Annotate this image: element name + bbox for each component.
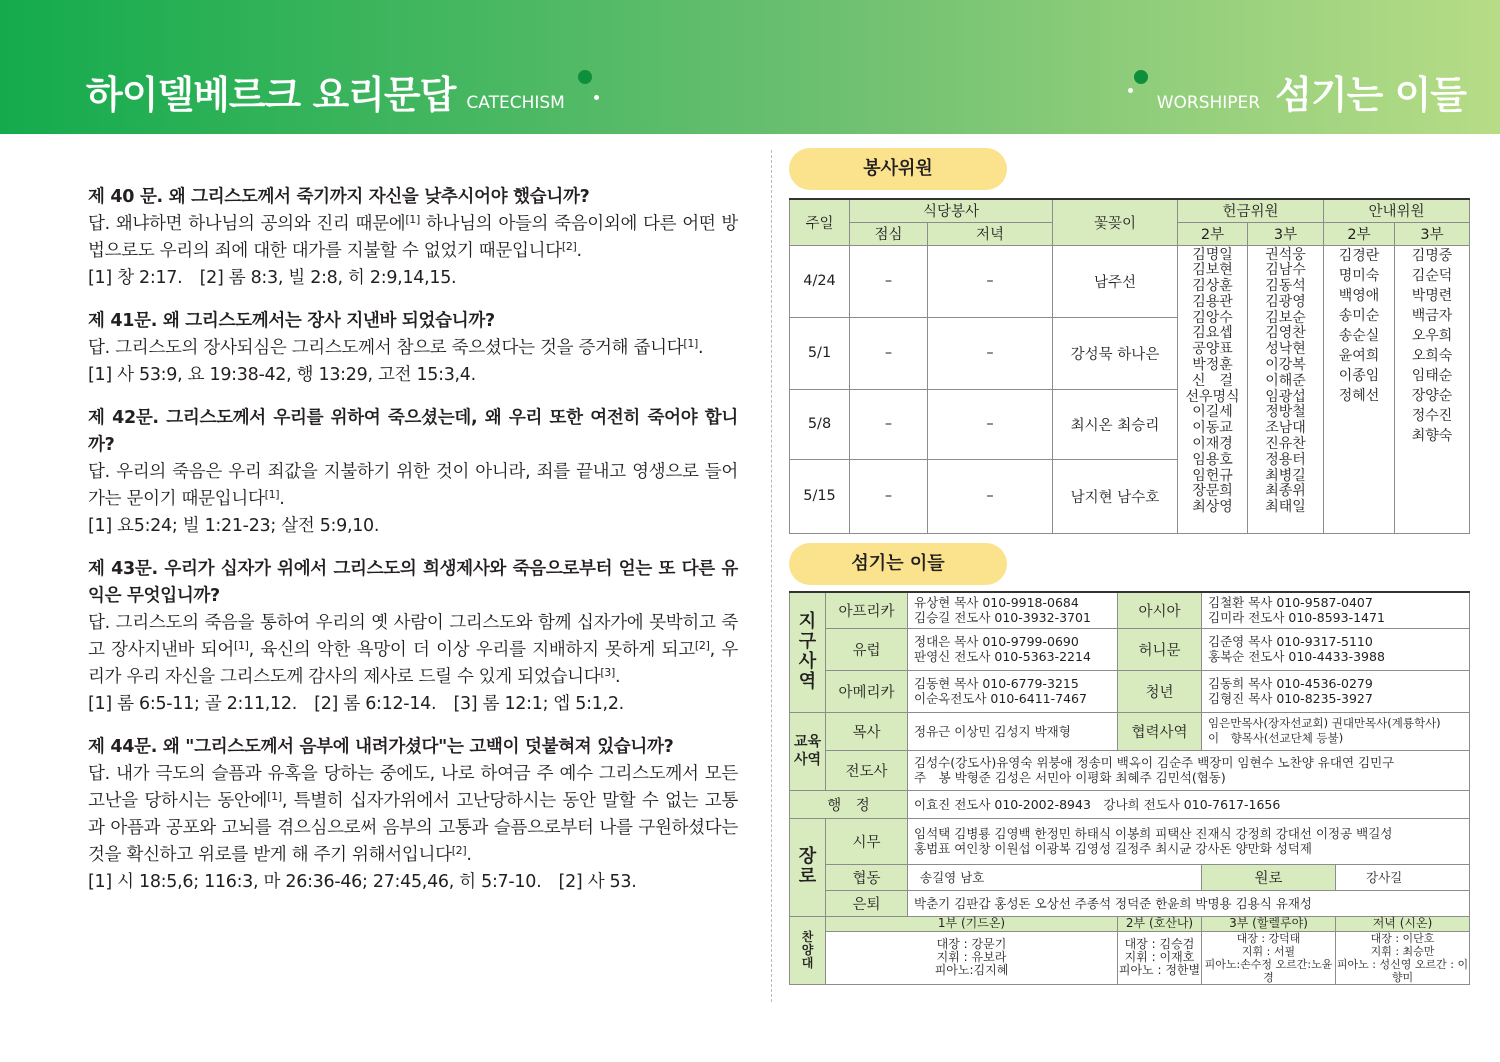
answer-text: 답. 그리스도의 장사되심은 그리스도께서 참으로 죽으셨다는 것을 증거해 줍니다[1]. bbox=[88, 337, 704, 358]
row-lunch: – bbox=[850, 245, 928, 317]
volunteer-name: 이동교 bbox=[1192, 420, 1233, 437]
reference-text: [1] 롬 6:5-11; 골 2:11,12. [2] 롬 6:12-14. [3] 롬 12:1; 엡 5:1,2. bbox=[88, 694, 624, 714]
emeritus-label: 원로 bbox=[1202, 864, 1336, 890]
volunteer-name: 백금자 bbox=[1411, 307, 1453, 324]
row-date: 5/15 bbox=[790, 459, 850, 533]
emeritus-names: 강사길 bbox=[1336, 864, 1470, 890]
question-text: 제 42문. 그리스도께서 우리를 위하여 죽으셨는데, 왜 우리 또한 여전히 죽어야 합니까? bbox=[88, 408, 738, 455]
asia-label: 아시아 bbox=[1118, 592, 1202, 628]
row-flower: 남주선 bbox=[1053, 245, 1178, 317]
offering-2-names bbox=[1178, 245, 1248, 533]
volunteer-name: 임용호 bbox=[1192, 451, 1233, 468]
volunteer-name: 이재경 bbox=[1192, 436, 1233, 453]
row-date: 4/24 bbox=[790, 245, 850, 317]
volunteer-name: 최종위 bbox=[1265, 483, 1306, 500]
row-flower: 최시온 최승리 bbox=[1053, 389, 1178, 459]
volunteer-name: 김순덕 bbox=[1411, 267, 1453, 284]
header-bar bbox=[0, 0, 1500, 134]
col-usher: 안내위원 bbox=[1324, 199, 1470, 222]
volunteer-name: 신 걸 bbox=[1191, 372, 1234, 389]
row-dinner: – bbox=[928, 459, 1053, 533]
col-usher-2: 2부 bbox=[1324, 222, 1395, 245]
volunteer-name: 윤여희 bbox=[1338, 347, 1380, 364]
volunteer-name: 김앙수 bbox=[1192, 309, 1233, 326]
coop-names: 임은만목사(장자선교회) 권대만목사(계룡학사) 이 향목사(선교단체 등불) bbox=[1202, 712, 1470, 750]
usher-3-names bbox=[1395, 245, 1470, 533]
volunteer-name: 김경란 bbox=[1338, 247, 1380, 264]
col-dinner: 저녁 bbox=[928, 222, 1053, 245]
choir-2-name: 2부 (호산나) bbox=[1118, 916, 1202, 931]
volunteer-name: 최태일 bbox=[1265, 499, 1306, 516]
choir-label: 찬 양 대 bbox=[790, 916, 826, 984]
catechism-qa bbox=[88, 184, 738, 292]
retired-elder-label: 은퇴 bbox=[826, 890, 908, 916]
choir-1-members: 대장 : 강문기 지휘 : 유보라 피아노:김지혜 bbox=[826, 931, 1118, 984]
catechism-qa bbox=[88, 308, 738, 389]
choir-2-members: 대장 : 김승검 지휘 : 이재호 피아노 : 정한별 bbox=[1118, 931, 1202, 984]
choir-3-members: 대장 : 강덕태 지휘 : 서필 피아노:손수정 오르간:노윤경 bbox=[1202, 931, 1336, 984]
offering-3-names bbox=[1248, 245, 1324, 533]
volunteer-name: 이해준 bbox=[1265, 372, 1306, 389]
volunteer-name: 정혜선 bbox=[1338, 387, 1380, 404]
col-offering: 헌금위원 bbox=[1178, 199, 1324, 222]
hispanic-label: 허니문 bbox=[1118, 628, 1202, 670]
volunteer-name: 이종임 bbox=[1338, 367, 1380, 384]
col-offering-2: 2부 bbox=[1178, 222, 1248, 245]
question-text: 제 43문. 우리가 십자가 위에서 그리스도의 희생제사와 죽음으로부터 얻는 또 다른 유익은 무엇입니까? bbox=[88, 559, 738, 606]
col-offering-3: 3부 bbox=[1248, 222, 1324, 245]
volunteer-name: 백영애 bbox=[1338, 287, 1380, 304]
active-elder-names: 임석택 김병룡 김영백 한정민 하태식 이봉희 피택산 진재식 강정희 강대선 이정공 백길성 홍범표 여인창 이원섭 이광복 김영성 길정주 최시균 강사돈 양만화 성덕제 bbox=[908, 818, 1470, 864]
hispanic-contacts: 김준영 목사 010-9317-5110 홍복순 전도사 010-4433-3988 bbox=[1202, 628, 1470, 670]
servants-title: 섬기는 이들 bbox=[789, 543, 1007, 585]
answer-text: 답. 왜냐하면 하나님의 공의와 진리 때문에[1] 하나님의 아들의 죽음이외에 다른 어떤 방법으로도 우리의 죄에 대한 대가를 지불할 수 없었기 때문입니다[2]. bbox=[88, 213, 738, 261]
reference-text: [1] 사 53:9, 요 19:38-42, 행 13:29, 고전 15:3,4. bbox=[88, 365, 476, 385]
reference-text: [1] 시 18:5,6; 116:3, 마 26:36-46; 27:45,46, 히 5:7-10. [2] 사 53. bbox=[88, 872, 637, 892]
col-flower: 꽃꽂이 bbox=[1053, 199, 1178, 245]
volunteer-name: 김보현 bbox=[1192, 262, 1233, 279]
assoc-elder-label: 협동 bbox=[826, 864, 908, 890]
answer-text: 답. 그리스도의 죽음을 통하여 우리의 옛 사람이 그리스도와 함께 십자가에 못박히고 죽고 장사지낸바 되어[1], 육신의 악한 욕망이 더 이상 우리를 지배하지 못하게 되고[2], 우리가 우리 자신을 그리스도께 감사의 제사로 드릴 수 있게 되었습니다[3]. bbox=[88, 613, 738, 687]
col-lunch: 점심 bbox=[850, 222, 928, 245]
evangelist-names: 김성수(강도사)유영숙 위붕애 정송미 백옥이 김순주 백장미 임현수 노찬양 유대연 김민구 주 봉 박형준 김성은 서민아 이평화 최혜주 김민석(협동) bbox=[908, 750, 1470, 790]
usher-2-names bbox=[1324, 245, 1395, 533]
america-contacts: 김동현 목사 010-6779-3215 이순옥전도사 010-6411-7467 bbox=[908, 670, 1118, 712]
volunteer-name: 김영찬 bbox=[1265, 325, 1306, 342]
answer-text: 답. 우리의 죽음은 우리 죄값을 지불하기 위한 것이 아니라, 죄를 끝내고 영생으로 들어가는 문이기 때문입니다[1]. bbox=[88, 462, 738, 509]
row-dinner: – bbox=[928, 389, 1053, 459]
europe-label: 유럽 bbox=[826, 628, 908, 670]
volunteer-name: 오희숙 bbox=[1411, 347, 1453, 364]
volunteer-name: 임태순 bbox=[1411, 367, 1453, 384]
worshiper-title: 섬기는 이들 bbox=[1275, 73, 1466, 117]
row-dinner: – bbox=[928, 317, 1053, 389]
reference-text: [1] 요5:24; 빌 1:21-23; 살전 5:9,10. bbox=[88, 516, 380, 536]
question-text: 제 41문. 왜 그리스도께서는 장사 지낸바 되었습니까? bbox=[88, 311, 495, 331]
pastor-names: 정유근 이상민 김성지 박재형 bbox=[908, 712, 1118, 750]
row-flower: 남지현 남수호 bbox=[1053, 459, 1178, 533]
volunteer-name: 김명중 bbox=[1411, 247, 1453, 264]
region-label: 지 구 사 역 bbox=[790, 592, 826, 712]
catechism-section bbox=[88, 184, 738, 912]
youth-label: 청년 bbox=[1118, 670, 1202, 712]
volunteer-name: 정용터 bbox=[1265, 451, 1306, 468]
row-lunch: – bbox=[850, 459, 928, 533]
volunteer-name: 김광영 bbox=[1265, 293, 1306, 310]
choir-1-name: 1부 (기드온) bbox=[826, 916, 1118, 931]
retired-elder-names: 박춘기 김판갑 홍성돈 오상선 주종석 정덕준 한윤희 박명용 김용식 유재성 bbox=[908, 890, 1470, 916]
volunteer-name: 최상영 bbox=[1192, 499, 1233, 516]
volunteer-name: 김요셉 bbox=[1192, 325, 1233, 342]
volunteer-name: 김보순 bbox=[1265, 309, 1306, 326]
col-usher-3: 3부 bbox=[1395, 222, 1470, 245]
row-date: 5/1 bbox=[790, 317, 850, 389]
volunteer-name: 정방철 bbox=[1265, 404, 1306, 421]
volunteer-name: 최향숙 bbox=[1411, 427, 1453, 444]
africa-label: 아프리카 bbox=[826, 592, 908, 628]
col-date: 주일 bbox=[790, 199, 850, 245]
catechism-qa bbox=[88, 734, 738, 896]
volunteer-name: 송순실 bbox=[1338, 327, 1380, 344]
volunteers-title: 봉사위원 bbox=[789, 148, 1007, 190]
white-dot-icon bbox=[1128, 88, 1133, 93]
choir-3-name: 3부 (할렐루야) bbox=[1202, 916, 1336, 931]
servants-table bbox=[789, 591, 1470, 985]
volunteer-name: 이길세 bbox=[1192, 404, 1233, 421]
assoc-elder-names: 송길영 남호 bbox=[908, 864, 1202, 890]
row-dinner: – bbox=[928, 245, 1053, 317]
row-flower: 강성묵 하나은 bbox=[1053, 317, 1178, 389]
question-text: 제 40 문. 왜 그리스도께서 죽기까지 자신을 낮추시어야 했습니까? bbox=[88, 187, 590, 207]
coop-label: 협력사역 bbox=[1118, 712, 1202, 750]
catechism-title: 하이델베르크 요리문답 bbox=[86, 73, 456, 117]
elder-label: 장 로 bbox=[790, 818, 826, 916]
catechism-heading bbox=[86, 64, 565, 119]
choir-4-name: 저녁 (시온) bbox=[1336, 916, 1470, 931]
white-dot-icon bbox=[594, 95, 599, 100]
answer-text: 답. 내가 극도의 슬픔과 유혹을 당하는 중에도, 나로 하여금 주 예수 그리스도께서 모든 고난을 당하시는 동안에[1], 특별히 십자가위에서 고난당하시는 동안 말할 수 없는 고통과 아픔과 공포와 고뇌를 겪으심으로써 음부의 고통과 슬픔으로부터 나를 구원하셨다는 것을 확신하고 위로를 받게 해 주기 위해서입니다[2]. bbox=[88, 764, 739, 865]
col-meal: 식당봉사 bbox=[850, 199, 1053, 222]
row-lunch: – bbox=[850, 317, 928, 389]
volunteer-name: 임광섭 bbox=[1265, 388, 1306, 405]
pastor-label: 목사 bbox=[826, 712, 908, 750]
worshiper-heading bbox=[1151, 64, 1466, 119]
volunteer-name: 김남수 bbox=[1265, 262, 1306, 279]
volunteer-name: 송미순 bbox=[1338, 307, 1380, 324]
asia-contacts: 김철환 목사 010-9587-0407 김미라 전도사 010-8593-1471 bbox=[1202, 592, 1470, 628]
admin-label: 행 정 bbox=[790, 790, 908, 818]
volunteer-name: 김용관 bbox=[1192, 293, 1233, 310]
volunteer-name: 명미숙 bbox=[1338, 267, 1380, 284]
volunteer-name: 권석웅 bbox=[1265, 246, 1306, 263]
volunteer-name: 장양순 bbox=[1411, 387, 1453, 404]
volunteer-name: 진유찬 bbox=[1265, 436, 1306, 453]
green-dot-icon bbox=[578, 70, 592, 84]
reference-text: [1] 창 2:17. [2] 롬 8:3, 빌 2:8, 히 2:9,14,15. bbox=[88, 268, 457, 288]
volunteer-name: 김상훈 bbox=[1192, 278, 1233, 295]
question-text: 제 44문. 왜 "그리스도께서 음부에 내려가셨다"는 고백이 덧붙혀져 있습니까? bbox=[88, 737, 674, 757]
row-lunch: – bbox=[850, 389, 928, 459]
choir-4-members: 대장 : 이단호 지휘 : 최승만 피아노 : 성신영 오르간 : 이향미 bbox=[1336, 931, 1469, 984]
evangelist-label: 전도사 bbox=[826, 750, 908, 790]
volunteer-name: 장문희 bbox=[1192, 483, 1233, 500]
volunteer-name: 김동석 bbox=[1265, 278, 1306, 295]
volunteer-name: 오우희 bbox=[1411, 327, 1453, 344]
europe-contacts: 정대은 목사 010-9799-0690 판영신 전도사 010-5363-2214 bbox=[908, 628, 1118, 670]
admin-contacts: 이효진 전도사 010-2002-8943 강나희 전도사 010-7617-1656 bbox=[908, 790, 1470, 818]
row-date: 5/8 bbox=[790, 389, 850, 459]
volunteer-name: 이강복 bbox=[1265, 357, 1306, 374]
catechism-subtitle: CATECHISM bbox=[466, 93, 565, 113]
volunteer-name: 박명련 bbox=[1411, 287, 1453, 304]
youth-contacts: 김동희 목사 010-4536-0279 김형진 목사 010-8235-3927 bbox=[1202, 670, 1470, 712]
active-elder-label: 시무 bbox=[826, 818, 908, 864]
green-dot-icon bbox=[1134, 70, 1148, 84]
column-divider bbox=[771, 150, 772, 1002]
volunteer-name: 선우명식 bbox=[1185, 388, 1240, 405]
volunteer-name: 최병길 bbox=[1265, 467, 1306, 484]
volunteer-name: 조남대 bbox=[1265, 420, 1306, 437]
worshiper-subtitle: WORSHIPER bbox=[1156, 93, 1261, 113]
catechism-qa bbox=[88, 556, 738, 718]
edu-label: 교육 사역 bbox=[790, 712, 826, 790]
volunteer-name: 김명일 bbox=[1192, 246, 1233, 263]
volunteer-name: 정수진 bbox=[1411, 407, 1453, 424]
volunteer-name: 임헌규 bbox=[1192, 467, 1233, 484]
volunteers-table bbox=[789, 198, 1470, 534]
volunteer-name: 공양표 bbox=[1192, 341, 1233, 358]
america-label: 아메리카 bbox=[826, 670, 908, 712]
africa-contacts: 유상현 목사 010-9918-0684 김승길 전도사 010-3932-3701 bbox=[908, 592, 1118, 628]
volunteer-name: 성낙현 bbox=[1265, 341, 1306, 358]
volunteer-name: 박정훈 bbox=[1192, 357, 1233, 374]
catechism-qa bbox=[88, 405, 738, 540]
